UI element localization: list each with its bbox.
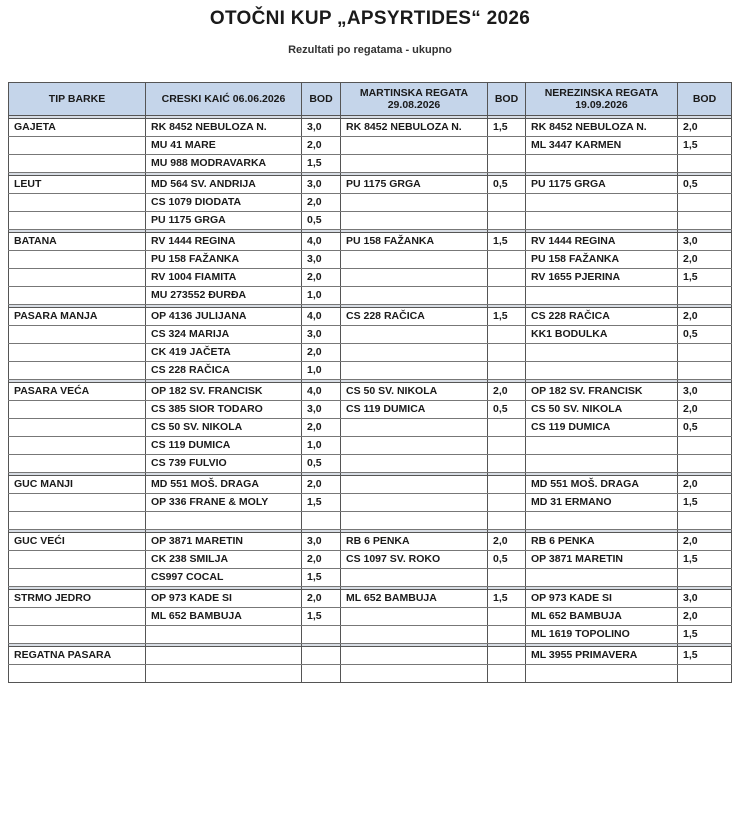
boat-regata-2 [341, 326, 488, 344]
points-regata-1: 1,5 [302, 494, 341, 512]
points-regata-1: 4,0 [302, 233, 341, 251]
table-row [9, 269, 732, 287]
points-regata-3: 1,5 [678, 647, 732, 665]
boat-regata-2 [341, 665, 488, 683]
points-regata-1: 2,0 [302, 137, 341, 155]
points-regata-1: 3,0 [302, 176, 341, 194]
table-row [9, 383, 732, 401]
boat-regata-1: PU 1175 GRGA [146, 212, 302, 230]
points-regata-3 [678, 437, 732, 455]
page-title: OTOČNI KUP „APSYRTIDES“ 2026 [209, 8, 531, 29]
boat-regata-3: MD 31 ERMANO [526, 494, 678, 512]
boat-regata-1: RV 1444 REGINA [146, 233, 302, 251]
boat-type-cell [9, 287, 146, 305]
boat-regata-1 [146, 665, 302, 683]
points-regata-3: 1,5 [678, 551, 732, 569]
boat-regata-3 [526, 512, 678, 530]
table-row [9, 533, 732, 551]
boat-regata-1: CS997 COCAL [146, 569, 302, 587]
boat-regata-2 [341, 212, 488, 230]
points-regata-3 [678, 344, 732, 362]
boat-regata-1: CS 739 FULVIO [146, 455, 302, 473]
points-regata-2 [488, 137, 526, 155]
points-regata-1: 1,0 [302, 362, 341, 380]
table-row [9, 287, 732, 305]
boat-regata-1: CS 1079 DIODATA [146, 194, 302, 212]
table-row [9, 476, 732, 494]
points-regata-3: 1,5 [678, 269, 732, 287]
boat-regata-3: ML 652 BAMBUJA [526, 608, 678, 626]
table-row [9, 626, 732, 644]
points-regata-3: 0,5 [678, 419, 732, 437]
points-regata-3: 0,5 [678, 176, 732, 194]
boat-regata-1: MU 988 MODRAVARKA [146, 155, 302, 173]
table-row [9, 590, 732, 608]
points-regata-3: 0,5 [678, 326, 732, 344]
boat-regata-1: CS 324 MARIJA [146, 326, 302, 344]
header-bod-1: BOD [302, 83, 341, 116]
boat-regata-3 [526, 344, 678, 362]
points-regata-2 [488, 419, 526, 437]
boat-regata-2 [341, 251, 488, 269]
boat-regata-1 [146, 512, 302, 530]
points-regata-2 [488, 194, 526, 212]
boat-type-cell: GUC VEĆI [9, 533, 146, 551]
boat-regata-1: MD 551 MOŠ. DRAGA [146, 476, 302, 494]
boat-type-cell: GAJETA [9, 119, 146, 137]
points-regata-3: 2,0 [678, 608, 732, 626]
boat-regata-2: CS 119 DUMICA [341, 401, 488, 419]
table-row [9, 494, 732, 512]
boat-regata-1: CS 385 SIOR TODARO [146, 401, 302, 419]
points-regata-2 [488, 494, 526, 512]
boat-type-cell: PASARA MANJA [9, 308, 146, 326]
boat-regata-2: CS 228 RAČICA [341, 308, 488, 326]
table-row [9, 233, 732, 251]
points-regata-2 [488, 269, 526, 287]
boat-type-cell: LEUT [9, 176, 146, 194]
points-regata-3: 2,0 [678, 533, 732, 551]
points-regata-1: 1,0 [302, 437, 341, 455]
table-row [9, 308, 732, 326]
points-regata-2 [488, 512, 526, 530]
boat-regata-3: KK1 BODULKA [526, 326, 678, 344]
header-regata-1: CRESKI KAIĆ 06.06.2026 [146, 83, 302, 116]
points-regata-2 [488, 569, 526, 587]
table-row [9, 647, 732, 665]
points-regata-2: 1,5 [488, 119, 526, 137]
points-regata-2 [488, 362, 526, 380]
points-regata-2 [488, 344, 526, 362]
boat-regata-3 [526, 287, 678, 305]
table-row [9, 326, 732, 344]
table-row [9, 251, 732, 269]
points-regata-3 [678, 362, 732, 380]
boat-type-cell: PASARA VEĆA [9, 383, 146, 401]
table-row [9, 455, 732, 473]
points-regata-2: 1,5 [488, 233, 526, 251]
points-regata-1: 0,5 [302, 455, 341, 473]
boat-regata-2 [341, 137, 488, 155]
points-regata-1: 2,0 [302, 590, 341, 608]
points-regata-1 [302, 647, 341, 665]
points-regata-1: 4,0 [302, 308, 341, 326]
points-regata-3: 1,5 [678, 626, 732, 644]
boat-regata-2: CS 50 SV. NIKOLA [341, 383, 488, 401]
points-regata-1 [302, 665, 341, 683]
boat-type-cell [9, 569, 146, 587]
boat-regata-2: RK 8452 NEBULOZA N. [341, 119, 488, 137]
table-row [9, 344, 732, 362]
boat-regata-2: ML 652 BAMBUJA [341, 590, 488, 608]
points-regata-3 [678, 569, 732, 587]
points-regata-1 [302, 512, 341, 530]
table-row [9, 119, 732, 137]
boat-type-cell [9, 344, 146, 362]
boat-regata-1: OP 182 SV. FRANCISK [146, 383, 302, 401]
table-row [9, 194, 732, 212]
points-regata-2: 1,5 [488, 308, 526, 326]
boat-regata-3: ML 3955 PRIMAVERA [526, 647, 678, 665]
boat-regata-1: CS 119 DUMICA [146, 437, 302, 455]
table-row [9, 212, 732, 230]
boat-type-cell [9, 212, 146, 230]
boat-regata-1: OP 336 FRANE & MOLY [146, 494, 302, 512]
table-row [9, 362, 732, 380]
points-regata-1 [302, 626, 341, 644]
points-regata-2: 0,5 [488, 401, 526, 419]
points-regata-2 [488, 155, 526, 173]
boat-type-cell [9, 251, 146, 269]
points-regata-3 [678, 512, 732, 530]
points-regata-1: 4,0 [302, 383, 341, 401]
boat-regata-2 [341, 569, 488, 587]
header-tip: TIP BARKE [9, 83, 146, 116]
boat-regata-3 [526, 569, 678, 587]
results-body [9, 116, 732, 683]
boat-regata-1: OP 973 KADE SI [146, 590, 302, 608]
table-row [9, 176, 732, 194]
points-regata-1: 1,5 [302, 608, 341, 626]
points-regata-2: 0,5 [488, 176, 526, 194]
points-regata-2 [488, 455, 526, 473]
boat-type-cell [9, 419, 146, 437]
boat-regata-1: MD 564 SV. ANDRIJA [146, 176, 302, 194]
points-regata-2 [488, 608, 526, 626]
header-bod-3: BOD [678, 83, 732, 116]
boat-type-cell [9, 269, 146, 287]
boat-regata-3 [526, 665, 678, 683]
points-regata-3: 1,5 [678, 494, 732, 512]
table-row [9, 512, 732, 530]
points-regata-2 [488, 251, 526, 269]
table-row [9, 551, 732, 569]
boat-type-cell: GUC MANJI [9, 476, 146, 494]
boat-regata-2 [341, 608, 488, 626]
boat-regata-3: CS 50 SV. NIKOLA [526, 401, 678, 419]
table-row [9, 665, 732, 683]
boat-regata-3: ML 1619 TOPOLINO [526, 626, 678, 644]
points-regata-3: 2,0 [678, 119, 732, 137]
boat-regata-3: PU 1175 GRGA [526, 176, 678, 194]
boat-regata-3: RK 8452 NEBULOZA N. [526, 119, 678, 137]
points-regata-1: 3,0 [302, 326, 341, 344]
boat-regata-3: CS 228 RAČICA [526, 308, 678, 326]
points-regata-3: 3,0 [678, 383, 732, 401]
points-regata-3: 1,5 [678, 137, 732, 155]
points-regata-2 [488, 647, 526, 665]
boat-regata-1: OP 3871 MARETIN [146, 533, 302, 551]
boat-regata-2 [341, 512, 488, 530]
points-regata-3 [678, 287, 732, 305]
boat-regata-1: MU 41 MARE [146, 137, 302, 155]
points-regata-2 [488, 665, 526, 683]
points-regata-1: 2,0 [302, 419, 341, 437]
boat-regata-3: OP 182 SV. FRANCISK [526, 383, 678, 401]
boat-regata-2 [341, 476, 488, 494]
boat-regata-2 [341, 287, 488, 305]
boat-regata-2 [341, 419, 488, 437]
boat-regata-2 [341, 494, 488, 512]
boat-type-cell: BATANA [9, 233, 146, 251]
points-regata-2: 1,5 [488, 590, 526, 608]
points-regata-1: 2,0 [302, 476, 341, 494]
boat-regata-1: CK 238 SMILJA [146, 551, 302, 569]
boat-type-cell [9, 512, 146, 530]
boat-regata-3 [526, 155, 678, 173]
table-row [9, 137, 732, 155]
boat-type-cell: REGATNA PASARA [9, 647, 146, 665]
points-regata-3: 2,0 [678, 476, 732, 494]
boat-regata-2: PU 1175 GRGA [341, 176, 488, 194]
points-regata-2 [488, 326, 526, 344]
table-row [9, 419, 732, 437]
points-regata-2: 2,0 [488, 533, 526, 551]
boat-regata-3: RB 6 PENKA [526, 533, 678, 551]
points-regata-1: 2,0 [302, 344, 341, 362]
points-regata-1: 2,0 [302, 551, 341, 569]
table-row [9, 569, 732, 587]
boat-regata-3: RV 1444 REGINA [526, 233, 678, 251]
points-regata-3: 2,0 [678, 251, 732, 269]
points-regata-1: 3,0 [302, 251, 341, 269]
points-regata-1: 1,5 [302, 155, 341, 173]
points-regata-3 [678, 212, 732, 230]
page-subtitle: Rezultati po regatama - ukupno [288, 44, 452, 56]
points-regata-1: 3,0 [302, 401, 341, 419]
table-row [9, 437, 732, 455]
points-regata-3 [678, 194, 732, 212]
points-regata-3 [678, 155, 732, 173]
boat-regata-2: PU 158 FAŽANKA [341, 233, 488, 251]
points-regata-2: 0,5 [488, 551, 526, 569]
boat-type-cell [9, 608, 146, 626]
boat-regata-3 [526, 437, 678, 455]
boat-regata-1 [146, 626, 302, 644]
boat-regata-3 [526, 362, 678, 380]
boat-regata-2 [341, 155, 488, 173]
points-regata-1: 1,5 [302, 569, 341, 587]
boat-regata-1 [146, 647, 302, 665]
boat-regata-2 [341, 344, 488, 362]
boat-type-cell [9, 362, 146, 380]
points-regata-3: 3,0 [678, 590, 732, 608]
header-bod-2: BOD [488, 83, 526, 116]
points-regata-1: 3,0 [302, 119, 341, 137]
boat-regata-2 [341, 194, 488, 212]
boat-type-cell [9, 137, 146, 155]
boat-type-cell [9, 155, 146, 173]
boat-type-cell [9, 326, 146, 344]
boat-regata-2 [341, 269, 488, 287]
points-regata-2 [488, 626, 526, 644]
boat-regata-3: RV 1655 PJERINA [526, 269, 678, 287]
points-regata-3 [678, 665, 732, 683]
boat-type-cell: STRMO JEDRO [9, 590, 146, 608]
boat-regata-3: MD 551 MOŠ. DRAGA [526, 476, 678, 494]
points-regata-2 [488, 212, 526, 230]
boat-type-cell [9, 194, 146, 212]
header-regata-2: MARTINSKA REGATA 29.08.2026 [341, 83, 488, 116]
boat-type-cell [9, 494, 146, 512]
boat-type-cell [9, 455, 146, 473]
points-regata-1: 1,0 [302, 287, 341, 305]
boat-type-cell [9, 626, 146, 644]
boat-regata-1: RK 8452 NEBULOZA N. [146, 119, 302, 137]
points-regata-3: 3,0 [678, 233, 732, 251]
boat-regata-1: ML 652 BAMBUJA [146, 608, 302, 626]
points-regata-2 [488, 476, 526, 494]
boat-regata-3 [526, 212, 678, 230]
boat-type-cell [9, 665, 146, 683]
boat-regata-3: OP 3871 MARETIN [526, 551, 678, 569]
boat-type-cell [9, 437, 146, 455]
boat-regata-2 [341, 626, 488, 644]
boat-regata-3 [526, 194, 678, 212]
points-regata-2: 2,0 [488, 383, 526, 401]
header-regata-3: NEREZINSKA REGATA 19.09.2026 [526, 83, 678, 116]
boat-regata-1: OP 4136 JULIJANA [146, 308, 302, 326]
points-regata-3: 2,0 [678, 401, 732, 419]
points-regata-1: 0,5 [302, 212, 341, 230]
points-regata-3: 2,0 [678, 308, 732, 326]
points-regata-1: 2,0 [302, 269, 341, 287]
table-row [9, 155, 732, 173]
points-regata-2 [488, 437, 526, 455]
header-row [9, 83, 732, 116]
boat-regata-2: RB 6 PENKA [341, 533, 488, 551]
boat-type-cell [9, 401, 146, 419]
boat-type-cell [9, 551, 146, 569]
table-row [9, 401, 732, 419]
boat-regata-3: CS 119 DUMICA [526, 419, 678, 437]
points-regata-1: 3,0 [302, 533, 341, 551]
boat-regata-3: PU 158 FAŽANKA [526, 251, 678, 269]
points-regata-1: 2,0 [302, 194, 341, 212]
boat-regata-2: CS 1097 SV. ROKO [341, 551, 488, 569]
boat-regata-3: ML 3447 KARMEN [526, 137, 678, 155]
table-row [9, 608, 732, 626]
results-table [8, 82, 732, 683]
points-regata-3 [678, 455, 732, 473]
points-regata-2 [488, 287, 526, 305]
boat-regata-1: MU 273552 ĐURĐA [146, 287, 302, 305]
boat-regata-1: CS 228 RAČICA [146, 362, 302, 380]
boat-regata-2 [341, 437, 488, 455]
boat-regata-1: CK 419 JAČETA [146, 344, 302, 362]
boat-regata-3: OP 973 KADE SI [526, 590, 678, 608]
boat-regata-2 [341, 455, 488, 473]
boat-regata-1: PU 158 FAŽANKA [146, 251, 302, 269]
boat-regata-1: RV 1004 FIAMITA [146, 269, 302, 287]
boat-regata-3 [526, 455, 678, 473]
boat-regata-2 [341, 362, 488, 380]
boat-regata-1: CS 50 SV. NIKOLA [146, 419, 302, 437]
boat-regata-2 [341, 647, 488, 665]
